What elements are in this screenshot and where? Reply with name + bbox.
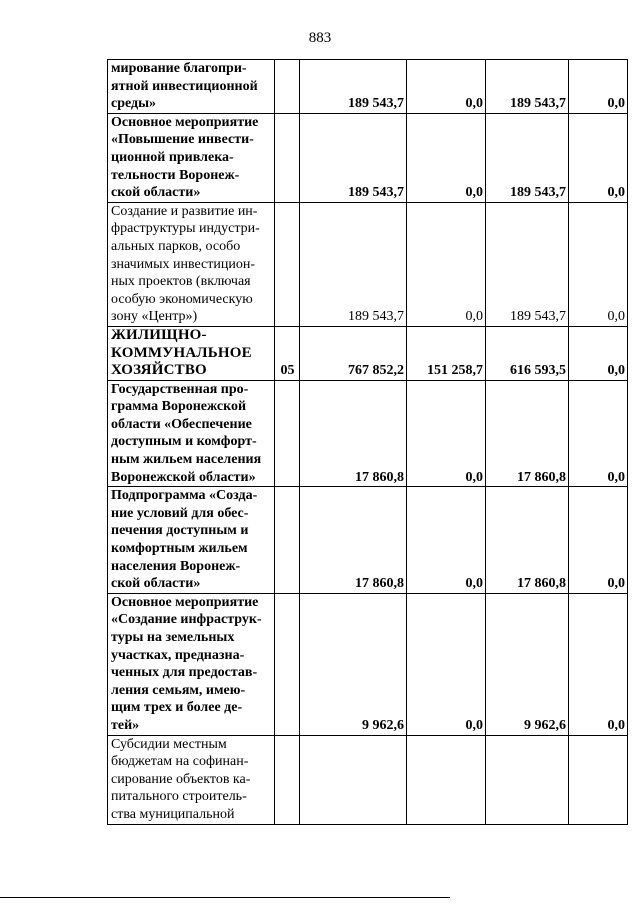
table-row	[108, 735, 628, 824]
row-value-cell: 0,0	[407, 487, 486, 594]
row-total-cell: 189 543,7	[300, 113, 407, 202]
row-value-cell: 0,0	[569, 380, 628, 487]
row-value-cell: 9 962,6	[486, 593, 569, 735]
row-value-cell: 616 593,5	[486, 326, 569, 380]
row-value-cell: 0,0	[569, 487, 628, 594]
row-value-cell: 189 543,7	[486, 60, 569, 114]
row-value-cell: 189 543,7	[486, 113, 569, 202]
table-row	[108, 326, 628, 380]
row-total-cell: 17 860,8	[300, 380, 407, 487]
row-code-cell	[275, 735, 300, 824]
row-value-cell: 0,0	[569, 326, 628, 380]
row-value-cell: 151 258,7	[407, 326, 486, 380]
row-value-cell: 0,0	[569, 202, 628, 326]
row-value-cell: 0,0	[407, 380, 486, 487]
row-code-cell	[275, 113, 300, 202]
row-name-cell: Создание и развитие ин- фраструктуры индустри- альных парков, особо значимых инвестицион- ных проектов (включая особую экономическую зону «Центр»)	[108, 202, 275, 326]
row-value-cell	[486, 735, 569, 824]
row-name-cell: Субсидии местным бюджетам на софинан- сирование объектов ка- питального строитель- ства муниципальной	[108, 735, 275, 824]
row-value-cell: 0,0	[407, 593, 486, 735]
row-value-cell	[407, 735, 486, 824]
row-name-cell: Подпрограмма «Созда- ние условий для обес- печения доступным и комфортным жильем населения Воронеж- ской области»	[108, 487, 275, 594]
row-value-cell: 17 860,8	[486, 380, 569, 487]
row-total-cell: 9 962,6	[300, 593, 407, 735]
row-code-cell	[275, 202, 300, 326]
table-row	[108, 202, 628, 326]
table-row	[108, 487, 628, 594]
row-value-cell: 0,0	[569, 113, 628, 202]
row-total-cell: 17 860,8	[300, 487, 407, 594]
table-row	[108, 60, 628, 114]
row-value-cell: 0,0	[407, 60, 486, 114]
row-total-cell: 189 543,7	[300, 202, 407, 326]
row-value-cell: 0,0	[569, 60, 628, 114]
row-name-cell: Основное мероприятие «Повышение инвести- ционной привлека- тельности Воронеж- ской области»	[108, 113, 275, 202]
row-total-cell	[300, 735, 407, 824]
table-row	[108, 380, 628, 487]
row-code-cell: 05	[275, 326, 300, 380]
table-row	[108, 113, 628, 202]
row-value-cell	[569, 735, 628, 824]
row-code-cell	[275, 60, 300, 114]
row-value-cell: 0,0	[407, 113, 486, 202]
row-code-cell	[275, 593, 300, 735]
page-number: 883	[308, 30, 332, 46]
row-name-cell: ЖИЛИЩНО- КОММУНАЛЬНОЕ ХОЗЯЙСТВО	[108, 326, 275, 380]
row-code-cell	[275, 487, 300, 594]
row-value-cell: 17 860,8	[486, 487, 569, 594]
row-name-cell: Государственная про- грамма Воронежской области «Обеспечение доступным и комфорт- ным жильем населения Воронежской области»	[108, 380, 275, 487]
row-total-cell: 767 852,2	[300, 326, 407, 380]
row-value-cell: 0,0	[407, 202, 486, 326]
row-code-cell	[275, 380, 300, 487]
table-row	[108, 593, 628, 735]
footer-rule	[0, 897, 450, 898]
row-name-cell: Основное мероприятие «Создание инфраструк- туры на земельных участках, предназна- ченных для предостав- ления семьям, имею- щим трех и более де- тей»	[108, 593, 275, 735]
budget-table-body	[108, 60, 628, 825]
row-name-cell: мирование благопри- ятной инвестиционной среды»	[108, 60, 275, 114]
budget-table	[107, 59, 628, 825]
row-value-cell: 189 543,7	[486, 202, 569, 326]
row-total-cell: 189 543,7	[300, 60, 407, 114]
row-value-cell: 0,0	[569, 593, 628, 735]
